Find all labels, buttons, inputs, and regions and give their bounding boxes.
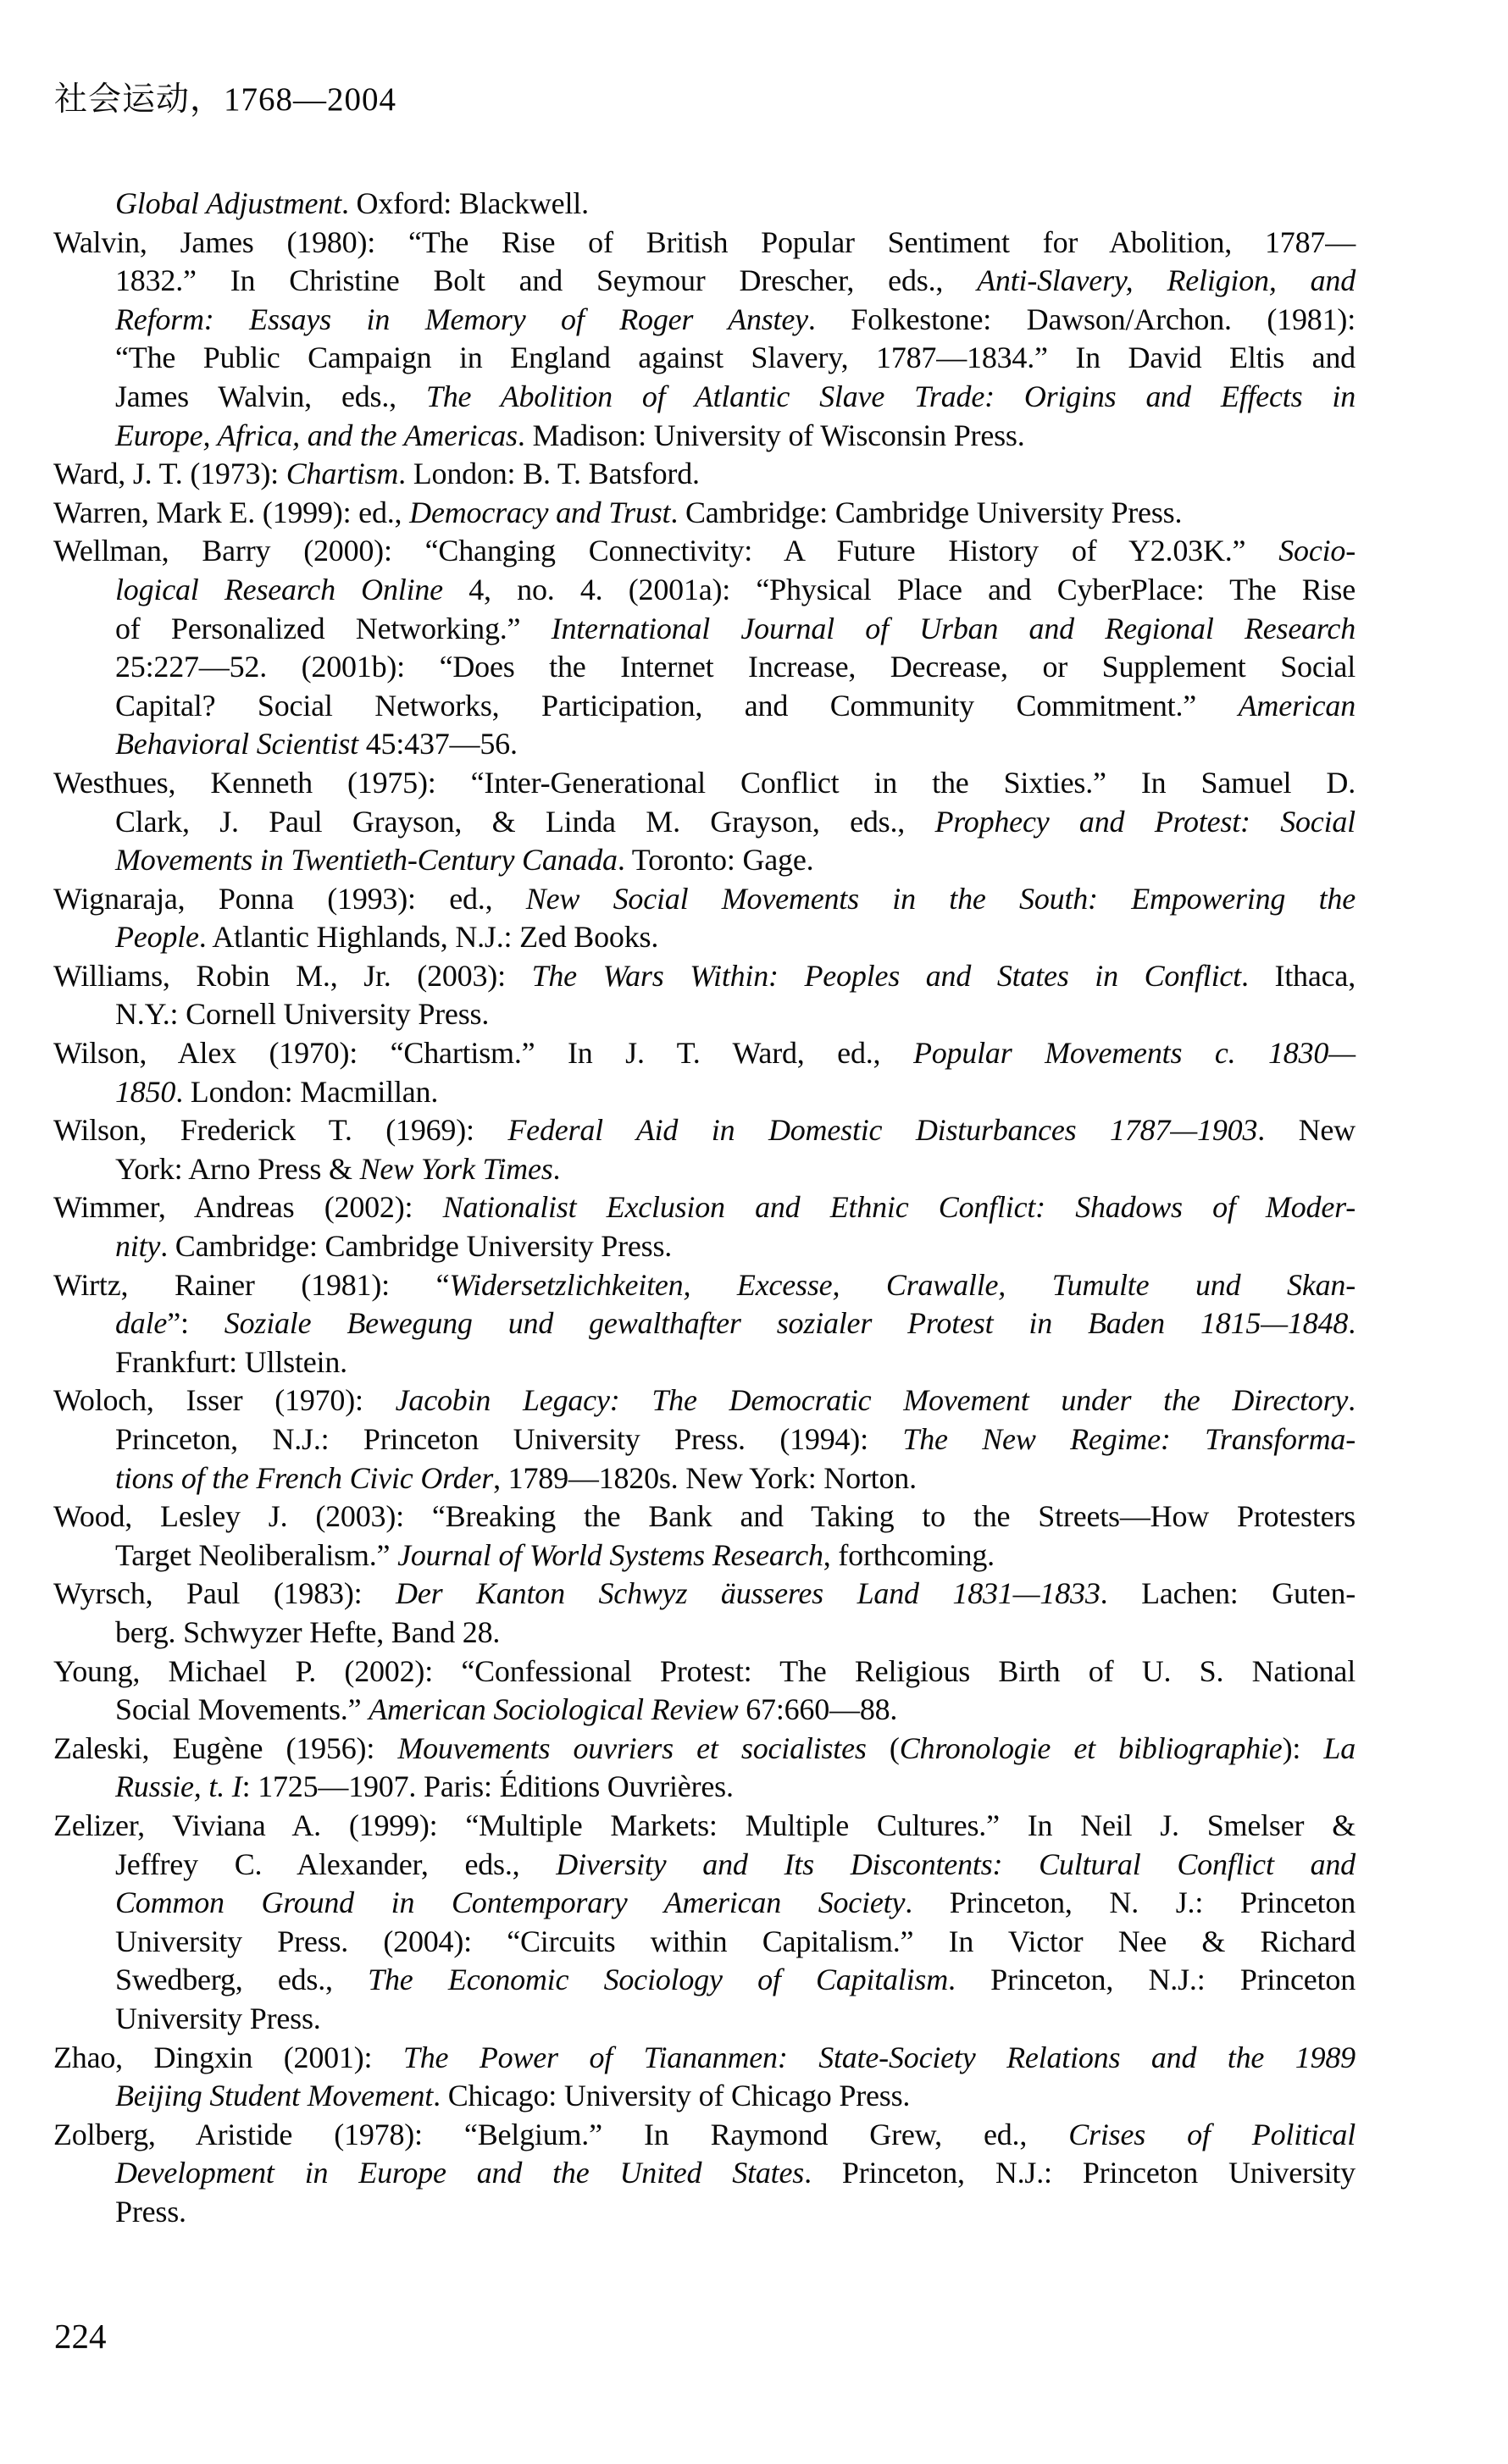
bib-line: Zolberg, Aristide (1978): “Belgium.” In Raymond Grew, ed., Crises of Political [53,2117,1356,2151]
bib-line: Reform: Essays in Memory of Roger Anstey. Folkestone: Dawson/Archon. (1981): [115,302,1356,336]
running-header: 社会运动，1768—2004 [54,81,397,118]
bib-line: N.Y.: Cornell University Press. [115,997,490,1032]
bib-line: People. Atlantic Highlands, N.J.: Zed Books. [115,920,659,955]
bib-line: 1832.” In Christine Bolt and Seymour Drescher, eds., Anti-Slavery, Religion, and [115,263,1356,298]
bib-line: Swedberg, eds., The Economic Sociology of Capitalism. Princeton, N.J.: Princeton [115,1963,1356,1997]
bib-line: “The Public Campaign in England against Slavery, 1787—1834.” In David Eltis and [115,341,1356,375]
bib-line: Beijing Student Movement. Chicago: University of Chicago Press. [115,2079,911,2113]
bib-line: Movements in Twentieth-Century Canada. Toronto: Gage. [115,843,814,878]
bib-line: Zhao, Dingxin (2001): The Power of Tiananmen: State-Society Relations and the 1989 [53,2040,1356,2074]
bib-line: Wirtz, Rainer (1981): “Widersetzlichkeiten, Excesse, Crawalle, Tumulte und Skan- [53,1267,1356,1302]
bib-line: Capital? Social Networks, Participation, and Community Commitment.” American [115,688,1356,723]
bib-line: of Personalized Networking.” International Journal of Urban and Regional Research [115,611,1356,645]
bib-line: Target Neoliberalism.” Journal of World Systems Research, forthcoming. [115,1537,995,1572]
bib-line: Williams, Robin M., Jr. (2003): The Wars Within: Peoples and States in Conflict. Ithaca, [53,958,1356,993]
bib-line: Zaleski, Eugène (1956): Mouvements ouvriers et socialistes (Chronologie et bibliographie): La [53,1730,1356,1765]
bib-line: Wellman, Barry (2000): “Changing Connectivity: A Future History of Y2.03K.” Socio- [53,534,1356,568]
bib-line: Behavioral Scientist 45:437—56. [115,727,518,761]
bib-line: Warren, Mark E. (1999): ed., Democracy and Trust. Cambridge: Cambridge University Press. [53,495,1183,529]
bib-line: Common Ground in Contemporary American Society. Princeton, N. J.: Princeton [115,1885,1356,1920]
bib-line: dale”: Soziale Bewegung und gewalthafter sozialer Protest in Baden 1815—1848. [115,1306,1356,1341]
bib-line: Young, Michael P. (2002): “Confessional Protest: The Religious Birth of U. S. National [53,1653,1356,1688]
bib-line: University Press. [115,2001,321,2035]
bib-line: Development in Europe and the United States. Princeton, N.J.: Princeton University [115,2156,1356,2190]
bib-line: Social Movements.” American Sociological Review 67:660—88. [115,1692,898,1727]
bib-line: Ward, J. T. (1973): Chartism. London: B. T. Batsford. [53,457,700,491]
bib-line: Walvin, James (1980): “The Rise of British Popular Sentiment for Abolition, 1787— [53,224,1356,259]
bib-line: 1850. London: Macmillan. [115,1074,439,1109]
bib-line: James Walvin, eds., The Abolition of Atlantic Slave Trade: Origins and Effects in [115,379,1356,413]
bib-line: Wyrsch, Paul (1983): Der Kanton Schwyz äusseres Land 1831—1833. Lachen: Guten- [53,1576,1356,1611]
bib-line: 25:227—52. (2001b): “Does the Internet Increase, Decrease, or Supplement Social [115,650,1356,684]
bib-line: Russie, t. I: 1725—1907. Paris: Éditions Ouvrières. [115,1769,734,1804]
bib-line: Wilson, Frederick T. (1969): Federal Aid in Domestic Disturbances 1787—1903. New [53,1113,1356,1148]
bib-line: nity. Cambridge: Cambridge University Press. [115,1229,673,1264]
bib-line: Press. [115,2194,186,2229]
bib-line: tions of the French Civic Order, 1789—1820s. New York: Norton. [115,1460,917,1495]
bib-line: Jeffrey C. Alexander, eds., Diversity and Its Discontents: Cultural Conflict and [115,1847,1356,1881]
bib-line: Wood, Lesley J. (2003): “Breaking the Bank and Taking to the Streets—How Protesters [53,1499,1356,1534]
bib-line: logical Research Online 4, no. 4. (2001a): “Physical Place and CyberPlace: The Rise [115,572,1356,606]
page-number: 224 [54,2317,107,2356]
bibliography [53,185,1356,2231]
bib-line: Woloch, Isser (1970): Jacobin Legacy: The Democratic Movement under the Directory. [53,1383,1356,1418]
bib-line: Europe, Africa, and the Americas. Madison: University of Wisconsin Press. [115,418,1025,452]
bib-line: Clark, J. Paul Grayson, & Linda M. Grayson, eds., Prophecy and Protest: Social [115,804,1356,839]
bib-line: berg. Schwyzer Hefte, Band 28. [115,1614,501,1649]
bib-line: Wilson, Alex (1970): “Chartism.” In J. T. Ward, ed., Popular Movements c. 1830— [53,1036,1356,1071]
bib-line: University Press. (2004): “Circuits within Capitalism.” In Victor Nee & Richard [115,1924,1356,1958]
bib-line: Wignaraja, Ponna (1993): ed., New Social Movements in the South: Empowering the [53,881,1356,916]
bib-line: York: Arno Press & New York Times. [115,1151,561,1186]
bib-line: Global Adjustment. Oxford: Blackwell. [115,186,589,220]
bib-line: Westhues, Kenneth (1975): “Inter-Generational Conflict in the Sixties.” In Samuel D. [53,765,1356,800]
bib-line: Princeton, N.J.: Princeton University Press. (1994): The New Regime: Transforma- [115,1422,1356,1456]
bib-line: Frankfurt: Ullstein. [115,1344,347,1379]
bib-line: Zelizer, Viviana A. (1999): “Multiple Markets: Multiple Cultures.” In Neil J. Smelser & [53,1808,1356,1842]
bib-line: Wimmer, Andreas (2002): Nationalist Exclusion and Ethnic Conflict: Shadows of Moder- [53,1190,1356,1225]
